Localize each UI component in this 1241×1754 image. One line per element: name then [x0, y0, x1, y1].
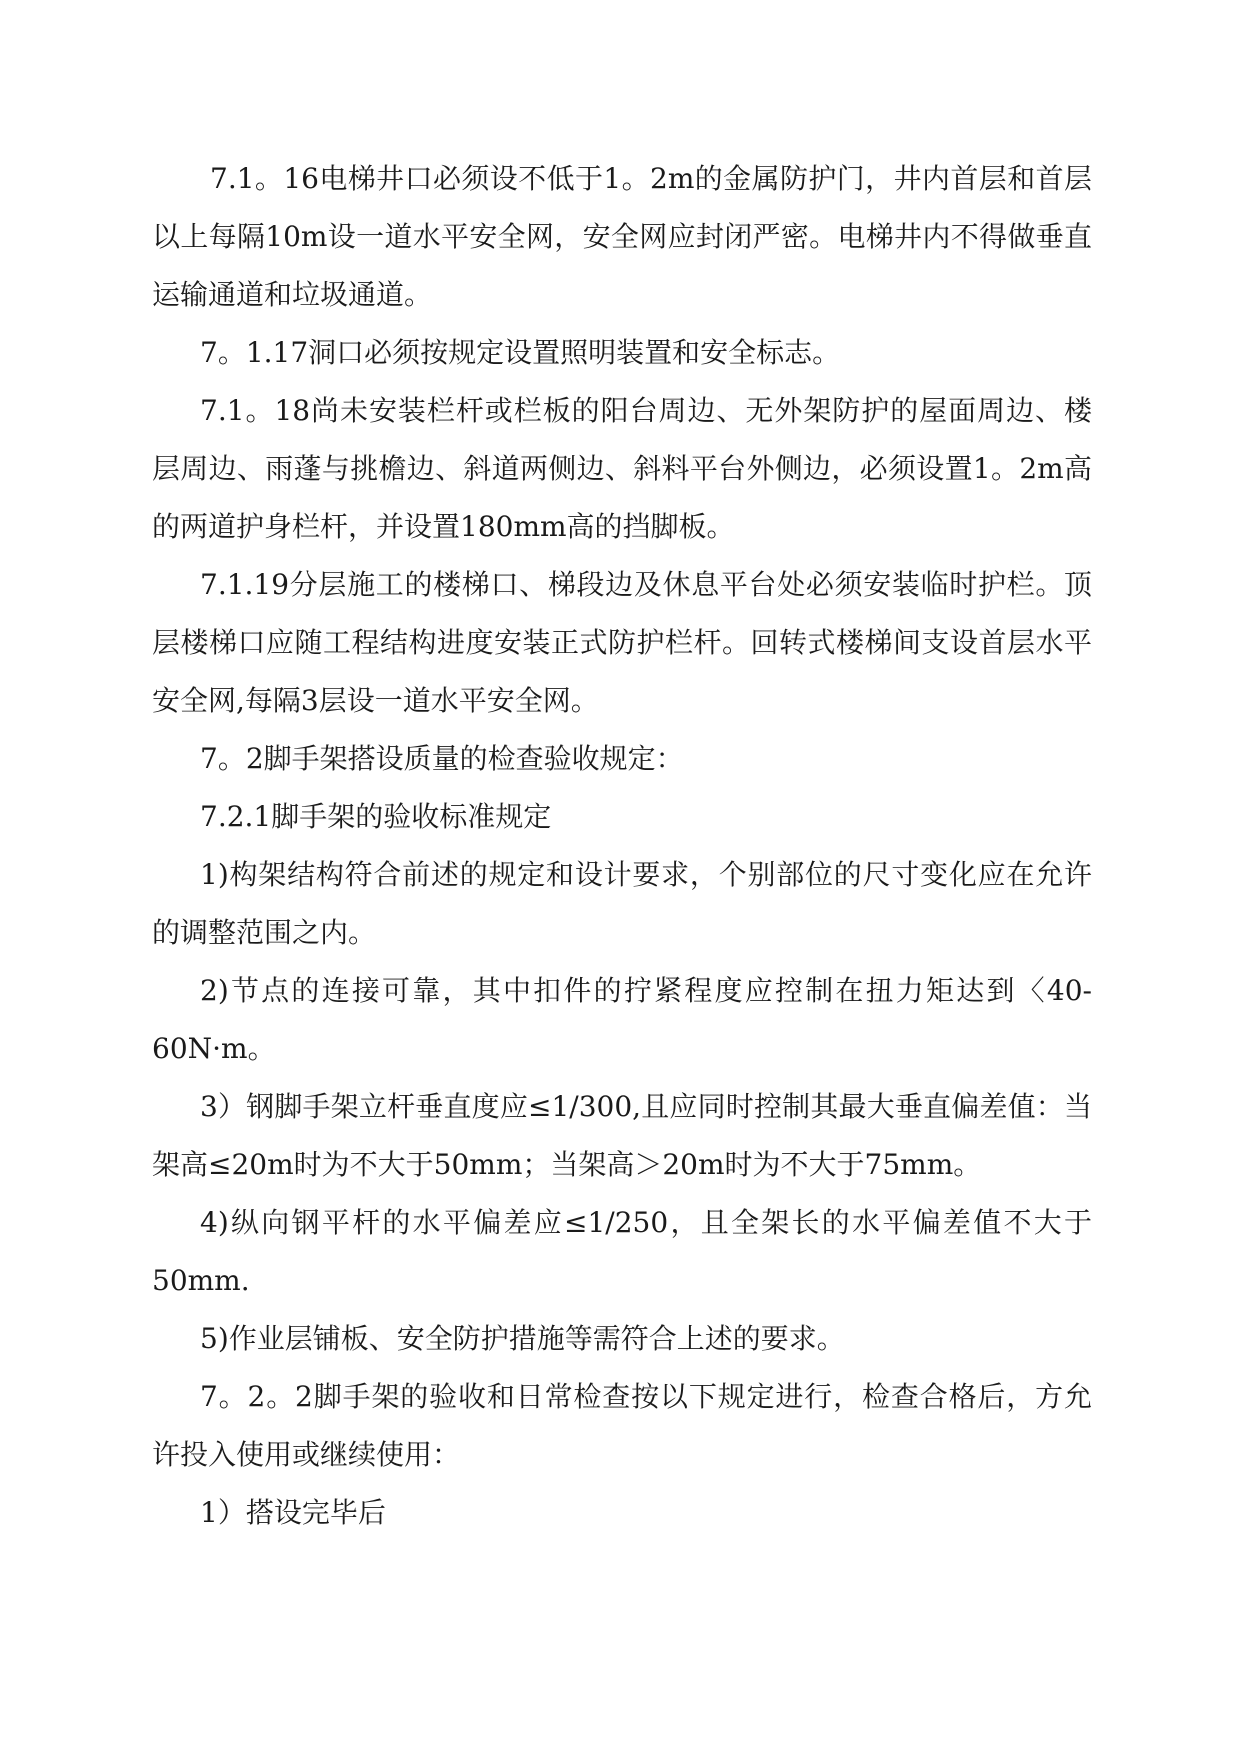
paragraph-7-1-16: 7.1。16电梯井口必须设不低于1。2m的金属防护门，井内首层和首层以上每隔10m设一道水平安全网，安全网应封闭严密。电梯井内不得做垂直运输通道和垃圾通道。	[152, 162, 1092, 311]
heading-7-2: 7。2脚手架搭设质量的检查验收规定：	[200, 742, 684, 775]
list-item-2: 2)节点的连接可靠，其中扣件的拧紧程度应控制在扭力矩达到〈40-60N·m。	[152, 974, 1092, 1065]
list-item-after-setup: 1）搭设完毕后	[200, 1496, 386, 1529]
list-item-5: 5)作业层铺板、安全防护措施等需符合上述的要求。	[200, 1322, 845, 1355]
paragraph-7-2-2: 7。2。2脚手架的验收和日常检查按以下规定进行，检查合格后，方允许投入使用或继续使用：	[152, 1380, 1092, 1471]
document-body	[152, 150, 1092, 1542]
paragraph-7-1-18: 7.1。18尚未安装栏杆或栏板的阳台周边、无外架防护的屋面周边、楼层周边、雨蓬与挑檐边、斜道两侧边、斜料平台外侧边，必须设置1。2m高的两道护身栏杆，并设置180mm高的挡脚板。	[152, 394, 1092, 543]
list-item-1: 1)构架结构符合前述的规定和设计要求，个别部位的尺寸变化应在允许的调整范围之内。	[152, 858, 1092, 949]
list-item-3: 3）钢脚手架立杆垂直度应≤1/300,且应同时控制其最大垂直偏差值：当架高≤20m时为不大于50mm；当架高＞20m时为不大于75mm。	[152, 1090, 1092, 1181]
list-item-4: 4)纵向钢平杆的水平偏差应≤1/250，且全架长的水平偏差值不大于50mm.	[152, 1206, 1092, 1297]
paragraph-7-1-17: 7。1.17洞口必须按规定设置照明装置和安全标志。	[200, 336, 841, 369]
paragraph-7-1-19: 7.1.19分层施工的楼梯口、梯段边及休息平台处必须安装临时护栏。顶层楼梯口应随工程结构进度安装正式防护栏杆。回转式楼梯间支设首层水平安全网,每隔3层设一道水平安全网。	[152, 568, 1092, 717]
heading-7-2-1: 7.2.1脚手架的验收标准规定	[200, 800, 552, 833]
